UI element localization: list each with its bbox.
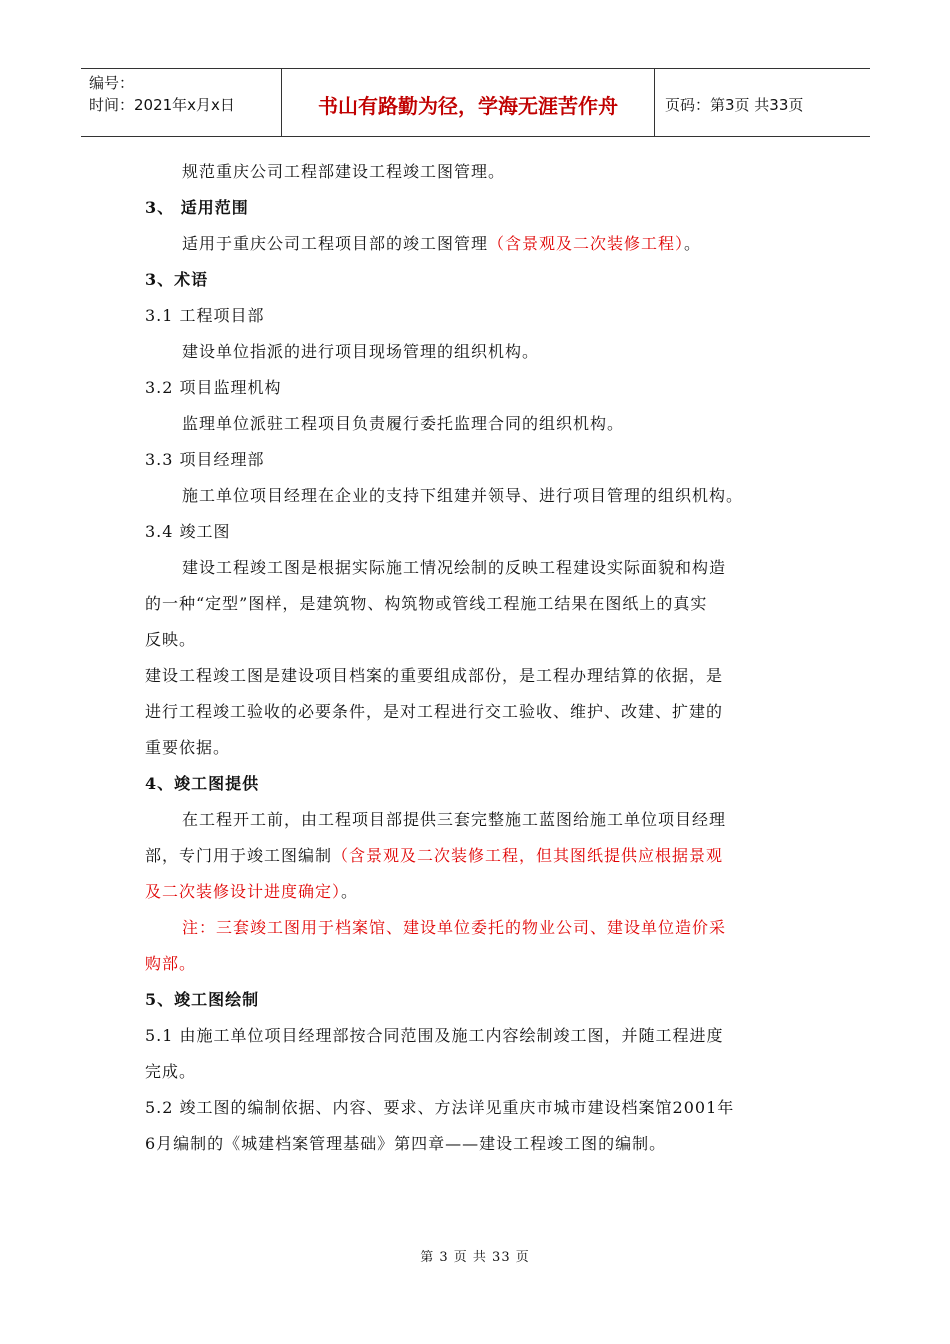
text: 部，专门用于竣工图编制	[145, 846, 333, 865]
paragraph: 的一种“定型”图样，是建筑物、构筑物或管线工程施工结果在图纸上的真实	[145, 594, 708, 613]
document-body	[145, 154, 805, 1162]
paragraph: 反映。	[145, 630, 197, 649]
header-meta	[81, 69, 282, 136]
header-motto: 书山有路勤为径，学海无涯苦作舟	[282, 69, 655, 136]
paragraph: 6月编制的《城建档案管理基础》第四章——建设工程竣工图的编制。	[145, 1134, 667, 1153]
text: 适用于重庆公司工程项目部的竣工图管理	[182, 234, 489, 253]
paragraph	[145, 226, 805, 262]
text: 。	[341, 882, 359, 901]
paragraph: 进行工程竣工验收的必要条件，是对工程进行交工验收、维护、改建、扩建的	[145, 702, 724, 721]
red-text: 及二次装修设计进度确定）	[145, 882, 342, 901]
paragraph: 重要依据。	[145, 738, 231, 757]
header-page-number: 页码：第3页 共33页	[665, 96, 804, 114]
red-text: （含景观及二次装修工程，但其图纸提供应根据景观	[332, 846, 724, 865]
section-heading: 3、 适用范围	[145, 198, 249, 217]
page-header	[81, 68, 870, 137]
paragraph	[145, 838, 805, 874]
section-heading: 4、竣工图提供	[145, 774, 260, 793]
paragraph: 完成。	[145, 1062, 197, 1081]
page-footer: 第 3 页 共 33 页	[420, 1250, 530, 1265]
paragraph: 5.2 竣工图的编制依据、内容、要求、方法详见重庆市城市建设档案馆2001年	[145, 1098, 735, 1117]
paragraph: 建设单位指派的进行项目现场管理的组织机构。	[182, 342, 540, 361]
paragraph: 5.1 由施工单位项目经理部按合同范围及施工内容绘制竣工图，并随工程进度	[145, 1026, 724, 1045]
subheading: 3.4 竣工图	[145, 522, 231, 541]
subheading: 3.1 工程项目部	[145, 306, 265, 325]
section-heading: 3、术语	[145, 270, 209, 289]
paragraph: 建设工程竣工图是建设项目档案的重要组成部份，是工程办理结算的依据，是	[145, 666, 724, 685]
subheading: 3.2 项目监理机构	[145, 378, 282, 397]
section-heading: 5、竣工图绘制	[145, 990, 260, 1009]
note: 注：三套竣工图用于档案馆、建设单位委托的物业公司、建设单位造价采	[182, 918, 727, 937]
paragraph: 建设工程竣工图是根据实际施工情况绘制的反映工程建设实际面貌和构造	[182, 558, 727, 577]
time-label: 时间：2021年x月x日	[89, 96, 235, 114]
text: 。	[684, 234, 702, 253]
paragraph: 规范重庆公司工程部建设工程竣工图管理。	[182, 162, 506, 181]
paragraph: 监理单位派驻工程项目负责履行委托监理合同的组织机构。	[182, 414, 625, 433]
number-label: 编号：	[89, 74, 135, 92]
note: 购部。	[145, 954, 197, 973]
paragraph: 施工单位项目经理在企业的支持下组建并领导、进行项目管理的组织机构。	[182, 486, 744, 505]
paragraph: 在工程开工前，由工程项目部提供三套完整施工蓝图给施工单位项目经理	[182, 810, 727, 829]
subheading: 3.3 项目经理部	[145, 450, 265, 469]
red-text: （含景观及二次装修工程）	[488, 234, 685, 253]
paragraph	[145, 874, 805, 910]
